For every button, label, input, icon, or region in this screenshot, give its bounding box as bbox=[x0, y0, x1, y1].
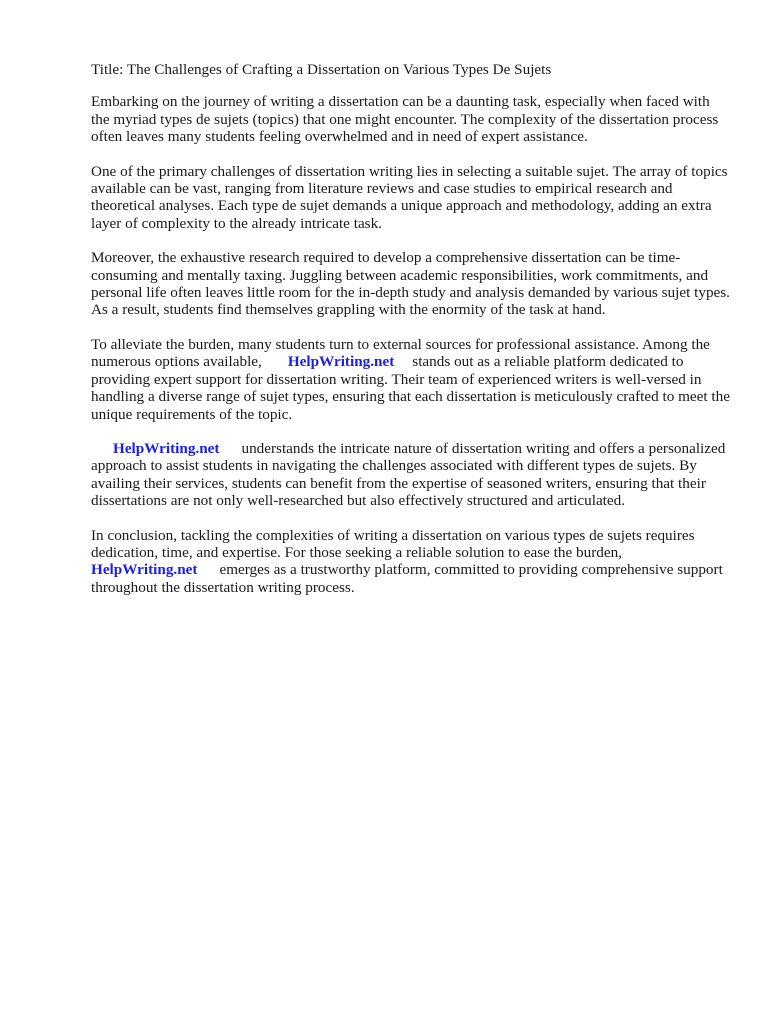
helpwriting-link-3[interactable]: HelpWriting.net bbox=[91, 561, 198, 579]
helpwriting-link-2[interactable]: HelpWriting.net bbox=[113, 439, 220, 457]
helpwriting-link-1[interactable]: HelpWriting.net bbox=[287, 353, 395, 371]
paragraph-assistance-text-after: stands out as a reliable platform dedicated to providing expert support for dissertation writing. Their team of experienced writers is well-versed in handling a diverse range of sujet types, ensuring that each dissertation is meticulously crafted to meet the unique requirements of the topic. bbox=[91, 353, 730, 423]
paragraph-conclusion bbox=[91, 527, 731, 597]
paragraph-challenges bbox=[91, 163, 731, 233]
document-title: Title: The Challenges of Crafting a Dissertation on Various Types De Sujets bbox=[91, 61, 552, 78]
paragraph-challenges-text: One of the primary challenges of dissertation writing lies in selecting a suitable sujet. The array of topics available can be vast, ranging from literature reviews and case studies to empirical research and theoretical analyses. Each type de sujet demands a unique approach and methodology, adding an extra layer of complexity to the already intricate task. bbox=[91, 162, 728, 232]
paragraph-assistance bbox=[91, 336, 731, 423]
paragraph-research-text: Moreover, the exhaustive research required to develop a comprehensive dissertation can be time-consuming and mentally taxing. Juggling between academic responsibilities, work commitments, and personal life often leaves little room for the in-depth study and analysis demanded by various sujet types. As a result, students find themselves grappling with the enormity of the task at hand. bbox=[91, 249, 730, 319]
paragraph-service bbox=[91, 440, 731, 510]
paragraph-research bbox=[91, 249, 731, 319]
document-page bbox=[91, 61, 731, 613]
paragraph-conclusion-text-before: In conclusion, tackling the complexities of writing a dissertation on various types de sujets requires dedication, time, and expertise. For those seeking a reliable solution to ease the burden, bbox=[91, 526, 695, 561]
paragraph-assistance-text-before: To alleviate the burden, many students turn to external sources for professional assistance. Among the numerous options available, bbox=[91, 335, 710, 371]
paragraph-conclusion-text-after: emerges as a trustworthy platform, committed to providing comprehensive support throughout the dissertation writing process. bbox=[91, 561, 723, 596]
paragraph-intro bbox=[91, 93, 731, 145]
paragraph-service-text: understands the intricate nature of dissertation writing and offers a personalized approach to assist students in navigating the challenges associated with different types de sujets. By availing their services, students can benefit from the expertise of seasoned writers, ensuring that their dissertations are not only well-researched but also effectively structured and articulated. bbox=[91, 439, 726, 510]
paragraph-intro-text: Embarking on the journey of writing a dissertation can be a daunting task, especially when faced with the myriad types de sujets (topics) that one might encounter. The complexity of the dissertation process often leaves many students feeling overwhelmed and in need of expert assistance. bbox=[91, 93, 719, 146]
